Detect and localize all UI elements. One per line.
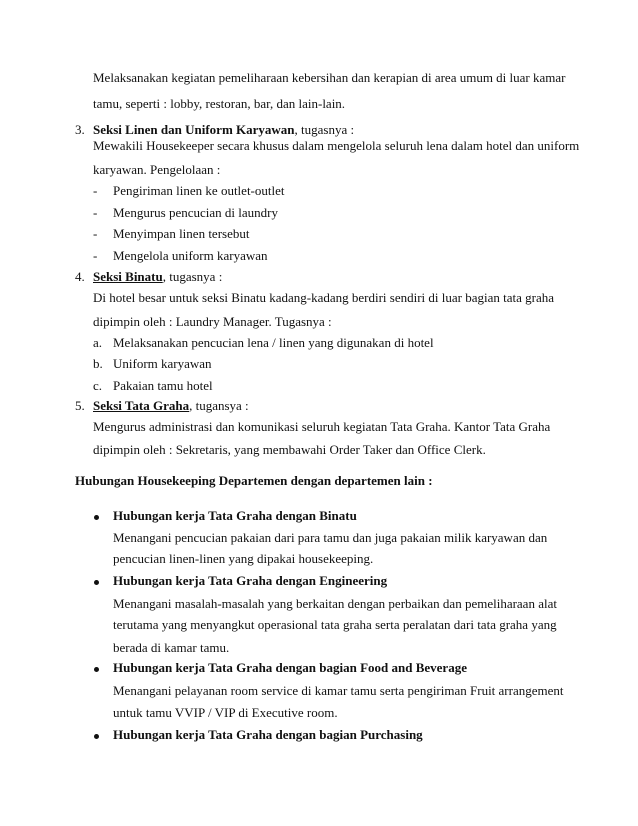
list-item: Uniform karyawan [113,356,212,371]
item-number: 4. [75,269,85,284]
item-4-title: Seksi Binatu [93,269,163,284]
item-4-suffix: , tugasnya : [162,269,223,284]
item-5-title: Seksi Tata Graha [93,398,190,413]
bullet-icon [94,515,99,520]
item-5-heading [93,398,249,414]
relation-title: Hubungan kerja Tata Graha dengan bagian Purchasing [113,727,423,742]
list-item: Menyimpan linen tersebut [113,226,250,241]
list-item: Mengurus pencucian di laundry [113,205,278,220]
relation-line: Menangani pencucian pakaian dari para tamu dan juga pakaian milik karyawan dan [113,530,548,545]
item-4-line-1: Di hotel besar untuk seksi Binatu kadang-kadang berdiri sendiri di luar bagian tata graha [93,290,554,305]
item-4-heading [93,269,222,285]
item-3-line-1: Mewakili Housekeeper secara khusus dalam mengelola seluruh lena dalam hotel dan uniform [93,138,580,153]
item-3-title: Seksi Linen dan Uniform Karyawan [93,122,295,137]
dash-marker: - [93,205,98,220]
item-5-suffix: , tugansya : [189,398,249,413]
item-3-suffix: , tugasnya : [294,122,355,137]
dash-marker: - [93,226,98,241]
list-item: Pakaian tamu hotel [113,378,213,393]
item-3-heading [93,122,354,138]
relation-title: Hubungan kerja Tata Graha dengan bagian Food and Beverage [113,660,467,675]
list-item: Melaksanakan pencucian lena / linen yang digunakan di hotel [113,335,434,350]
item-3-line-2: karyawan. Pengelolaan : [93,162,221,177]
letter-marker: a. [93,335,103,350]
bullet-icon [94,580,99,585]
relation-line: Menangani masalah-masalah yang berkaitan dengan perbaikan dan pemeliharaan alat [113,596,557,611]
item-5-line-1: Mengurus administrasi dan komunikasi seluruh kegiatan Tata Graha. Kantor Tata Graha [93,419,551,434]
letter-marker: c. [93,378,103,393]
relation-title: Hubungan kerja Tata Graha dengan Engineering [113,573,388,588]
section-heading: Hubungan Housekeeping Departemen dengan departemen lain : [75,473,433,488]
letter-marker: b. [93,356,103,371]
relation-line: pencucian linen-linen yang dipakai housekeeping. [113,551,374,566]
item-number: 5. [75,398,85,413]
relation-line: untuk tamu VVIP / VIP di Executive room. [113,705,338,720]
bullet-icon [94,734,99,739]
dash-marker: - [93,248,98,263]
bullet-icon [94,667,99,672]
intro-line-1: Melaksanakan kegiatan pemeliharaan kebersihan dan kerapian di area umum di luar kamar [93,70,566,85]
dash-marker: - [93,183,98,198]
relation-title: Hubungan kerja Tata Graha dengan Binatu [113,508,357,523]
item-5-line-2: dipimpin oleh : Sekretaris, yang membawahi Order Taker dan Office Clerk. [93,442,486,457]
list-item: Mengelola uniform karyawan [113,248,268,263]
relation-line: Menangani pelayanan room service di kamar tamu serta pengiriman Fruit arrangement [113,683,564,698]
intro-line-2: tamu, seperti : lobby, restoran, bar, dan lain-lain. [93,96,346,111]
relation-line: terutama yang menyangkut operasional tata graha serta peralatan dari tata graha yang [113,617,557,632]
relation-line: berada di kamar tamu. [113,640,230,655]
item-number: 3. [75,122,85,137]
item-4-line-2: dipimpin oleh : Laundry Manager. Tugasnya : [93,314,332,329]
list-item: Pengiriman linen ke outlet-outlet [113,183,285,198]
